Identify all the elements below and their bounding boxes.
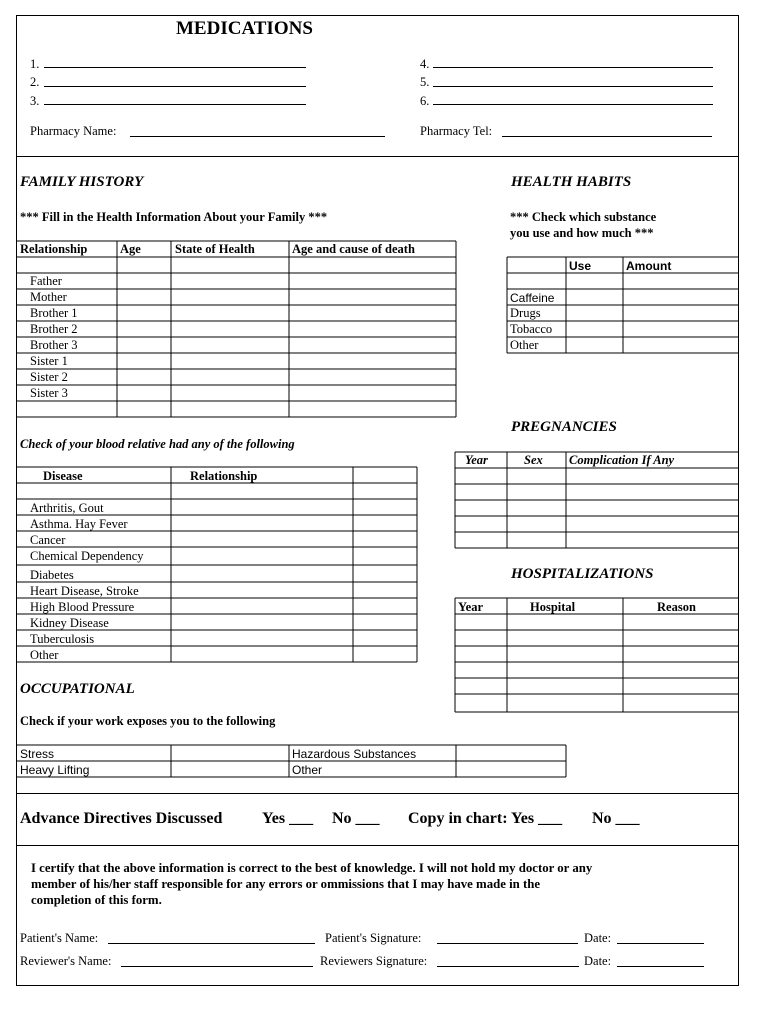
pharmacy-tel-label: Pharmacy Tel:: [420, 124, 493, 138]
preg-col-year: Year: [465, 453, 488, 467]
family-history-instruction: *** Fill in the Health Information About your Family ***: [20, 210, 328, 224]
occ-item-other: Other: [292, 763, 323, 777]
reviewer-name-field[interactable]: [121, 966, 313, 967]
fh-row-label: Sister 1: [30, 354, 68, 368]
health-habits-title: HEALTH HABITS: [511, 174, 632, 190]
hh-row-label: Other: [510, 338, 539, 352]
hh-row-label: Drugs: [510, 306, 541, 320]
br-row-label: Chemical Dependency: [30, 549, 144, 563]
occ-item-hazardous: Hazardous Substances: [292, 747, 417, 761]
med-label-3: 3.: [30, 94, 40, 108]
hh-row-label: Caffeine: [510, 291, 555, 305]
fh-row-label: Mother: [30, 290, 67, 304]
fh-row-label: Sister 2: [30, 370, 68, 384]
hosp-col-year: Year: [458, 600, 483, 614]
medications-title: MEDICATIONS: [176, 18, 313, 39]
br-row-label: Other: [30, 648, 59, 662]
fh-col-state: State of Health: [175, 242, 255, 256]
pharmacy-name-label: Pharmacy Name:: [30, 124, 117, 138]
patient-name-label: Patient's Name:: [20, 931, 99, 945]
preg-col-complication: Complication If Any: [569, 453, 675, 467]
pregnancies-title: PREGNANCIES: [511, 419, 617, 435]
fh-row-label: Brother 1: [30, 306, 78, 320]
certification-line-2: member of his/her staff responsible for any errors or ommissions that I may have made in the: [31, 877, 541, 891]
advance-directives-label: Advance Directives Discussed: [20, 810, 223, 827]
fh-row-label: Brother 2: [30, 322, 78, 336]
preg-col-sex: Sex: [524, 453, 543, 467]
hh-instruction-2: you use and how much ***: [510, 226, 654, 240]
hospitalizations-title: HOSPITALIZATIONS: [511, 566, 654, 582]
patient-name-field[interactable]: [108, 943, 315, 944]
med-label-1: 1.: [30, 57, 40, 71]
med-label-6: 6.: [420, 94, 430, 108]
reviewer-signature-label: Reviewers Signature:: [320, 954, 428, 968]
br-row-label: Diabetes: [30, 568, 74, 582]
date-label-2: Date:: [584, 954, 612, 968]
hh-row-label: Tobacco: [510, 322, 553, 336]
family-history-title: FAMILY HISTORY: [20, 174, 144, 190]
med-label-4: 4.: [420, 57, 430, 71]
fh-col-relationship: Relationship: [20, 242, 88, 256]
br-row-label: High Blood Pressure: [30, 600, 135, 614]
occupational-title: OCCUPATIONAL: [20, 681, 135, 697]
hosp-col-reason: Reason: [657, 600, 696, 614]
hh-col-amount: Amount: [626, 259, 672, 273]
reviewer-signature-field[interactable]: [437, 966, 579, 967]
occupational-instruction: Check if your work exposes you to the following: [20, 714, 276, 728]
br-row-label: Asthma. Hay Fever: [30, 517, 128, 531]
br-row-label: Tuberculosis: [30, 632, 95, 646]
copy-in-chart-yes[interactable]: Copy in chart: Yes ___: [408, 810, 563, 827]
fh-col-cause: Age and cause of death: [292, 242, 415, 256]
blood-relative-instruction: Check of your blood relative had any of the following: [20, 437, 295, 451]
fh-row-label: Sister 3: [30, 386, 68, 400]
br-row-label: Heart Disease, Stroke: [30, 584, 139, 598]
hosp-col-hospital: Hospital: [530, 600, 576, 614]
certification-line-3: completion of this form.: [31, 893, 162, 907]
occ-item-stress: Stress: [20, 747, 55, 761]
hh-instruction-1: *** Check which substance: [510, 210, 657, 224]
copy-in-chart-no[interactable]: No ___: [592, 810, 640, 827]
reviewer-name-label: Reviewer's Name:: [20, 954, 112, 968]
br-row-label: Arthritis, Gout: [30, 501, 104, 515]
patient-signature-label: Patient's Signature:: [325, 931, 422, 945]
advance-directives-no[interactable]: No ___: [332, 810, 380, 827]
fh-row-label: Father: [30, 274, 62, 288]
br-col-disease: Disease: [43, 469, 83, 483]
med-label-2: 2.: [30, 75, 40, 89]
br-col-relationship: Relationship: [190, 469, 258, 483]
hh-col-use: Use: [569, 259, 592, 273]
advance-directives-yes[interactable]: Yes ___: [262, 810, 314, 827]
patient-signature-field[interactable]: [437, 943, 578, 944]
br-row-label: Cancer: [30, 533, 66, 547]
certification-line-1: I certify that the above information is correct to the best of knowledge. I will not hold my doctor or any: [31, 861, 593, 875]
med-label-5: 5.: [420, 75, 430, 89]
fh-row-label: Brother 3: [30, 338, 78, 352]
fh-col-age: Age: [120, 242, 141, 256]
date-field-2[interactable]: [617, 966, 704, 967]
date-label-1: Date:: [584, 931, 612, 945]
date-field-1[interactable]: [617, 943, 704, 944]
occ-item-heavy-lifting: Heavy Lifting: [20, 763, 90, 777]
br-row-label: Kidney Disease: [30, 616, 109, 630]
